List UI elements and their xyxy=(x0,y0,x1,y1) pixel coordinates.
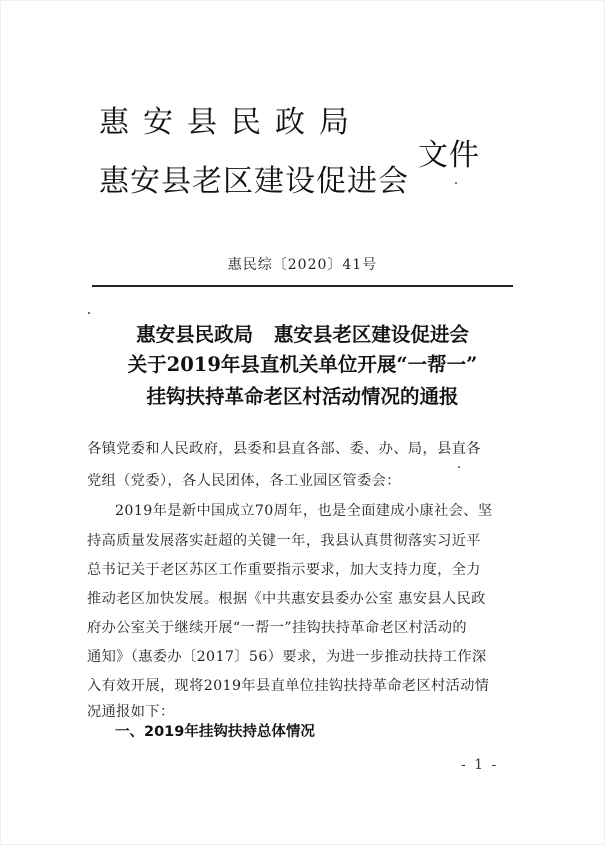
body-paragraph-line-2: 持高质量发展落实赶超的关键一年，我县认真贯彻落实习近平 xyxy=(87,533,481,549)
title-line-1: 惠安县民政局 惠安县老区建设促进会 xyxy=(136,323,469,346)
salutation-line-1: 各镇党委和人民政府，县委和县直各部、委、办、局，县直各 xyxy=(87,441,481,457)
issuer-name-old-area-association: 惠安县老区建设促进会 xyxy=(99,164,409,199)
body-paragraph-line-1: 2019年是新中国成立70周年，也是全面建成小康社会、坚 xyxy=(115,503,493,519)
page-number: - 1 - xyxy=(461,757,499,773)
body-paragraph-line-7: 入有效开展，现将2019年县直单位挂钩扶持革命老区村活动情 xyxy=(87,678,490,694)
header-divider xyxy=(92,285,513,287)
body-paragraph-line-3: 总书记关于老区苏区工作重要指示要求，加大支持力度，全力 xyxy=(87,562,481,578)
body-paragraph-line-6: 通知》（惠委办〔2017〕56）要求，为进一步推动扶持工作深 xyxy=(87,649,487,665)
scan-speck xyxy=(458,466,460,468)
issuer-name-civil-affairs: 惠安县民政局 xyxy=(99,105,363,140)
title-line-2: 关于2019年县直机关单位开展“一帮一” xyxy=(127,353,478,376)
document-type-label: 文件 xyxy=(418,138,480,173)
section-heading: 一、2019年挂钩扶持总体情况 xyxy=(115,724,315,740)
document-number: 惠民综〔2020〕41号 xyxy=(227,257,378,273)
body-paragraph-line-8: 况通报如下： xyxy=(87,704,175,720)
scan-speck xyxy=(88,312,90,314)
body-paragraph-line-5: 府办公室关于继续开展“一帮一”挂钩扶持革命老区村活动的 xyxy=(87,620,467,636)
salutation-line-2: 党组（党委），各人民团体，各工业园区管委会： xyxy=(87,473,401,489)
title-line-3: 挂钩扶持革命老区村活动情况的通报 xyxy=(146,385,459,408)
scan-speck xyxy=(455,182,457,184)
body-paragraph-line-4: 推动老区加快发展。根据《中共惠安县委办公室 惠安县人民政 xyxy=(87,591,486,607)
